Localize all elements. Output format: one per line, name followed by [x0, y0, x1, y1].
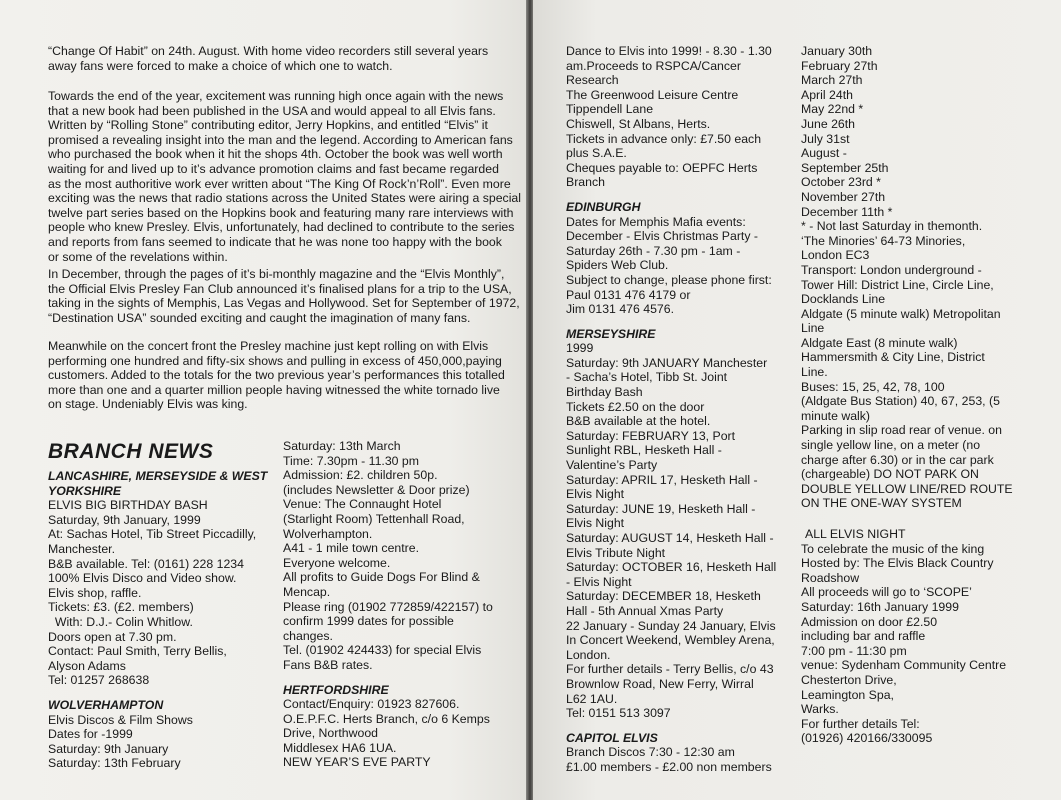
text-line: Tower Hill: District Line, Circle Line, — [801, 277, 994, 292]
text-line: Chiswell, St Albans, Herts. — [566, 116, 711, 131]
text-line: Dance to Elvis into 1999! - 8.30 - 1.30 — [566, 44, 772, 58]
text-line: Jim 0131 476 4576. — [566, 302, 675, 317]
text-line: Doors open at 7.30 pm. — [48, 629, 177, 644]
text-line: DOUBLE YELLOW LINE/RED ROUTE — [801, 481, 1013, 496]
text-line: July 31st — [801, 131, 850, 146]
text-line: November 27th — [801, 189, 886, 204]
text-line: charge after 6.30) or in the car park — [801, 452, 994, 467]
text-line: more than one and a quarter million people having witnessed the white tornado live — [48, 382, 500, 397]
text-line: (01926) 420166/330095 — [801, 731, 933, 746]
text-line: Towards the end of the year, excitement was running high once again with the news — [48, 89, 504, 103]
text-line: - Elvis Night — [566, 574, 632, 589]
text-line: Aldgate (5 minute walk) Metropolitan — [801, 306, 1001, 321]
text-line: Meanwhile on the concert front the Presley machine just kept rolling on with Elvis — [48, 339, 489, 353]
text-line: Tickets: £3. (£2. members) — [48, 600, 194, 615]
text-line: Roadshow — [801, 570, 860, 585]
text-line: Saturday, 9th January, 1999 — [48, 512, 201, 527]
text-line: A41 - 1 mile town centre. — [283, 541, 420, 556]
text-line: March 27th — [801, 73, 863, 88]
text-line: waiting for and lived up to it’s advance promotion claims and fast became regarded — [48, 161, 499, 176]
text-line: Saturday 26th - 7.30 pm - 1am - — [566, 243, 741, 258]
usa-trip-paragraph — [48, 267, 520, 325]
text-line: Saturday: OCTOBER 16, Hesketh Hall — [566, 560, 777, 575]
text-line: Drive, Northwood — [283, 726, 378, 741]
text-line: twelve part series based on the Hopkins book and featuring many rare interviews with — [48, 205, 514, 220]
text-line: Branch — [566, 175, 605, 190]
text-line: (Starlight Room) Tettenhall Road, — [283, 511, 465, 526]
text-line: Line — [801, 321, 825, 336]
text-line: Hosted by: The Elvis Black Country — [801, 556, 994, 571]
text-line: Please ring (01902 772859/422157) to — [283, 599, 493, 614]
text-line: on stage. Undeniably Elvis was king. — [48, 397, 248, 412]
text-line: including bar and raffle — [801, 629, 926, 644]
text-line: Dates for -1999 — [48, 727, 133, 742]
text-line: Everyone welcome. — [283, 555, 391, 570]
text-line: All profits to Guide Dogs For Blind & — [283, 570, 480, 585]
text-line: Transport: London underground - — [801, 262, 982, 277]
text-line: April 24th — [801, 87, 853, 102]
text-line: Saturday: APRIL 17, Hesketh Hall - — [566, 472, 758, 487]
branch-news-heading: BRANCH NEWS — [48, 440, 214, 463]
branch-column-2 — [283, 439, 493, 770]
text-line: October 23rd * — [801, 175, 881, 190]
text-line: Saturday: DECEMBER 18, Hesketh — [566, 589, 761, 604]
text-line: Saturday: FEBRUARY 13, Port — [566, 428, 736, 443]
merseyshire-heading: MERSEYSHIRE — [566, 326, 656, 341]
text-line: For further details - Terry Bellis, c/o 43 — [566, 662, 774, 677]
text-line: Tel: 01257 268638 — [48, 673, 150, 688]
book-paragraph — [48, 89, 521, 264]
capitol-elvis-heading: CAPITOL ELVIS — [566, 730, 658, 745]
text-line: Saturday: 9th January — [48, 741, 169, 756]
text-line: At: Sachas Hotel, Tib Street Piccadilly, — [48, 527, 257, 542]
text-line: Spiders Web Club. — [566, 258, 669, 273]
text-line: Written by “Rolling Stone” contributing editor, Jerry Hopkins, and entitled “Elvis” it — [48, 118, 488, 133]
text-line: “Destination USA” sounded exciting and caught the imagination of many fans. — [48, 310, 471, 325]
text-line: Fans B&B rates. — [283, 657, 373, 672]
text-line: ON THE ONE-WAY SYSTEM — [801, 496, 962, 511]
right-page — [533, 0, 1061, 800]
branch-column-3 — [566, 44, 776, 775]
text-line: Aldgate East (8 minute walk) — [801, 335, 958, 350]
text-line: Tickets £2.50 on the door — [566, 399, 705, 414]
text-line: Hall - 5th Annual Xmas Party — [566, 603, 724, 618]
text-line: Warks. — [801, 702, 839, 717]
text-line: changes. — [283, 628, 333, 643]
text-line: January 30th — [801, 44, 873, 58]
text-line: that a new book had been published in the USA and would appeal to all Elvis fans. — [48, 103, 496, 118]
text-line: exciting was the news that radio stations across the United States were airing a special — [48, 191, 521, 206]
text-line: Elvis Night — [566, 516, 625, 531]
text-line: “Change Of Habit” on 24th. August. With home video recorders still several years — [48, 44, 489, 58]
text-line: Manchester. — [48, 541, 115, 556]
text-line: September 25th — [801, 160, 889, 175]
text-line: In Concert Weekend, Wembley Arena, — [566, 633, 775, 648]
text-line: L62 1AU. — [566, 691, 618, 706]
text-line: performing one hundred and fifty-six shows and pulling in excess of 450,000,paying — [48, 353, 502, 368]
text-line: The Greenwood Leisure Centre — [566, 87, 739, 102]
text-line: All proceeds will go to ‘SCOPE’ — [801, 585, 972, 600]
text-line: February 27th — [801, 58, 878, 73]
text-line: Middlesex HA6 1UA. — [283, 740, 397, 755]
branch-column-1 — [48, 469, 267, 771]
lancashire-heading-cont: YORKSHIRE — [48, 483, 122, 498]
text-line: In December, through the pages of it’s bi-monthly magazine and the “Elvis Monthly”, — [48, 267, 505, 281]
text-line: customers. Added to the totals for the two previous year’s performances this totalled — [48, 368, 505, 383]
text-line: Saturday: AUGUST 14, Hesketh Hall - — [566, 531, 774, 545]
text-line: Line. — [801, 365, 828, 380]
branch-column-4 — [801, 44, 1013, 746]
text-line: 7:00 pm - 11:30 pm — [801, 643, 907, 658]
text-line: Contact/Enquiry: 01923 827606. — [283, 697, 460, 712]
text-line: August - — [801, 146, 847, 161]
text-line: Elvis Discos & Film Shows — [48, 712, 193, 727]
text-line: single yellow line, on a meter (no — [801, 438, 981, 453]
text-line: Hammersmith & City Line, District — [801, 350, 985, 365]
wolverhampton-heading: WOLVERHAMPTON — [48, 697, 164, 712]
text-line: Sunlight RBL, Hesketh Hall - — [566, 443, 722, 458]
text-line: Brownlow Road, New Ferry, Wirral — [566, 676, 754, 691]
text-line: Wolverhampton. — [283, 526, 373, 541]
text-line: Cheques payable to: OEPFC Herts — [566, 160, 758, 175]
text-line: (chargeable) DO NOT PARK ON — [801, 467, 979, 482]
text-line: people who knew Presley. Elvis, unfortunately, had declined to contribute to the series — [48, 220, 515, 235]
hertfordshire-heading: HERTFORDSHIRE — [283, 682, 389, 697]
text-line: Paul 0131 476 4179 or — [566, 287, 691, 302]
text-line: December - Elvis Christmas Party - — [566, 229, 759, 244]
text-line: Dates for Memphis Mafia events: — [566, 214, 746, 229]
text-line: Tel. (01902 424433) for special Elvis — [283, 643, 482, 658]
text-line: promised a revealing insight into the man and the legend. According to American fans — [48, 132, 513, 147]
text-line: (includes Newsletter & Door prize) — [283, 482, 470, 497]
text-line: minute walk) — [801, 408, 871, 423]
text-line: Saturday: 16th January 1999 — [801, 599, 959, 614]
all-elvis-night-title: ALL ELVIS NIGHT — [805, 527, 906, 541]
text-line: plus S.A.E. — [566, 146, 627, 161]
text-line: as the most authoritive work ever written about “The King Of Rock’n’Roll”. Even more — [48, 176, 511, 191]
text-line: who purchased the book when it hit the shops 4th. October the book was well worth — [48, 147, 503, 162]
text-line: Saturday: JUNE 19, Hesketh Hall - — [566, 501, 756, 516]
text-line: Research — [566, 73, 619, 88]
text-line: Alyson Adams — [48, 658, 126, 673]
intro-paragraph — [48, 44, 500, 73]
text-line: 22 January - Sunday 24 January, Elvis — [566, 618, 776, 633]
text-line: December 11th * — [801, 204, 893, 219]
text-line: Subject to change, please phone first: — [566, 272, 772, 287]
text-line: ELVIS BIG BIRTHDAY BASH — [48, 498, 208, 513]
text-line: To celebrate the music of the king — [801, 541, 985, 556]
text-line: taking in the sights of Memphis, Las Vegas and Hollywood. Set for September of 1972, — [48, 296, 520, 311]
text-line: the Official Elvis Presley Fan Club announced it’s finalised plans for a trip to the USA, — [48, 281, 512, 296]
text-line: and reports from fans seemed to indicate that he was none too happy with the book — [48, 234, 502, 249]
text-line: Saturday: 13th February — [48, 756, 181, 771]
text-line: Tippendell Lane — [566, 102, 654, 117]
text-line: confirm 1999 dates for possible — [283, 614, 454, 629]
text-line: NEW YEAR’S EVE PARTY — [283, 755, 431, 770]
left-page — [0, 0, 527, 800]
text-line: or some of the revelations within. — [48, 249, 228, 264]
text-line: (Aldgate Bus Station) 40, 67, 253, (5 — [801, 394, 1000, 409]
text-line: Elvis shop, raffle. — [48, 585, 142, 600]
text-line: Admission on door £2.50 — [801, 614, 938, 629]
concert-paragraph — [48, 339, 505, 412]
text-line: With: D.J.- Colin Whitlow. — [48, 614, 193, 629]
text-line: June 26th — [801, 116, 856, 131]
text-line: Leamington Spa, — [801, 687, 894, 702]
text-line: O.E.P.F.C. Herts Branch, c/o 6 Kemps — [283, 711, 490, 726]
text-line: 1999 — [566, 341, 594, 356]
text-line: London EC3 — [801, 248, 870, 263]
text-line: Saturday: 9th JANUARY Manchester — [566, 355, 768, 370]
text-line: am.Proceeds to RSPCA/Cancer — [566, 58, 741, 73]
text-line: Mencap. — [283, 584, 331, 599]
text-line: Elvis Tribute Night — [566, 545, 666, 560]
text-line: Venue: The Connaught Hotel — [283, 497, 442, 512]
text-line: Buses: 15, 25, 42, 78, 100 — [801, 379, 945, 394]
text-line: Chesterton Drive, — [801, 672, 897, 687]
text-line: May 22nd * — [801, 102, 864, 117]
text-line: Admission: £2. children 50p. — [283, 468, 438, 483]
text-line: * - Not last Saturday in themonth. — [801, 219, 983, 234]
text-line: For further details Tel: — [801, 716, 920, 731]
text-line: away fans were forced to make a choice of which one to watch. — [48, 58, 393, 73]
text-line: Parking in slip road rear of venue. on — [801, 423, 1002, 438]
text-line: Tickets in advance only: £7.50 each — [566, 131, 762, 146]
text-line: Time: 7.30pm - 11.30 pm — [283, 453, 420, 468]
text-line: Docklands Line — [801, 292, 886, 307]
text-line: London. — [566, 647, 611, 662]
text-line: Elvis Night — [566, 487, 625, 502]
text-line: £1.00 members - £2.00 non members — [566, 759, 772, 774]
text-line: B&B available. Tel: (0161) 228 1234 — [48, 556, 244, 571]
text-line: B&B available at the hotel. — [566, 414, 711, 429]
text-line: Birthday Bash — [566, 385, 643, 400]
text-line: Branch Discos 7:30 - 12:30 am — [566, 745, 735, 760]
text-line: Saturday: 13th March — [283, 439, 401, 453]
lancashire-heading: LANCASHIRE, MERSEYSIDE & WEST — [48, 469, 268, 483]
text-line: Valentine’s Party — [566, 458, 658, 473]
text-line: Tel: 0151 513 3097 — [566, 706, 671, 721]
edinburgh-heading: EDINBURGH — [566, 199, 641, 214]
text-line: Contact: Paul Smith, Terry Bellis, — [48, 644, 227, 659]
text-line: ‘The Minories’ 64-73 Minories, — [801, 233, 966, 248]
text-line: venue: Sydenham Community Centre — [801, 658, 1007, 673]
text-line: 100% Elvis Disco and Video show. — [48, 571, 237, 586]
text-line: - Sacha’s Hotel, Tibb St. Joint — [566, 370, 728, 385]
